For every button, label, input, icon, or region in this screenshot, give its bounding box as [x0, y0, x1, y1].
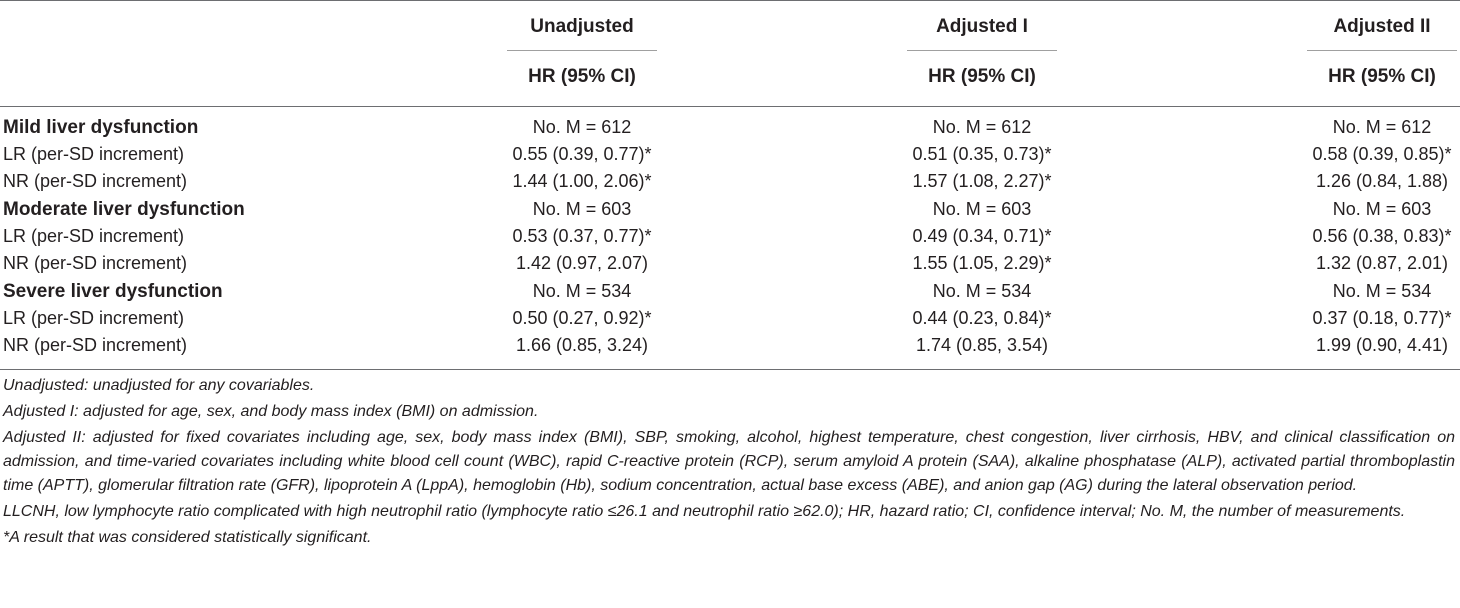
cell-adjusted-1: 1.74 (0.85, 3.54) [915, 335, 1049, 355]
table-row [0, 196, 1460, 223]
col-header-adjusted-2: Adjusted II [1333, 16, 1431, 37]
cell-unadjusted: 1.66 (0.85, 3.24) [515, 335, 649, 355]
table-row [0, 114, 1460, 141]
cell-adjusted-1: No. M = 612 [932, 117, 1032, 137]
cell-unadjusted: 0.55 (0.39, 0.77)* [512, 144, 652, 164]
cell-adjusted-2: 0.56 (0.38, 0.83)* [1312, 226, 1452, 246]
table-row [0, 223, 1460, 250]
footnote-unadjusted: Unadjusted: unadjusted for any covariables. [3, 377, 315, 394]
cell-unadjusted: No. M = 534 [532, 281, 632, 301]
row-label: LR (per-SD increment) [3, 144, 185, 164]
cell-adjusted-1: No. M = 534 [932, 281, 1032, 301]
footnote-adjusted-2: Adjusted II: adjusted for fixed covariates including age, sex, body mass index (BMI), SBP, smoking, alcohol, highest temperature, chest congestion, liver cirrhosis, HBV, and clinical classification on admission, and time-varied covariates including white blood cell count (WBC), rapid C-reactive protein (RCP), serum amyloid A protein (SAA), alkaline phosphatase (ALP), activated partial thromboplastin time (APTT), glomerular filtration rate (GFR), lipoprotein A (LppA), hemoglobin (Hb), sodium concentration, actual base excess (ABE), and anion gap (AG) during the lateral observation period. [3, 429, 1455, 494]
row-label: NR (per-SD increment) [3, 335, 188, 355]
row-label: NR (per-SD increment) [3, 253, 188, 273]
col-header-adjusted-1: Adjusted I [936, 16, 1028, 37]
cell-unadjusted: No. M = 603 [532, 199, 632, 219]
cell-adjusted-2: 1.32 (0.87, 2.01) [1315, 253, 1449, 273]
row-label: NR (per-SD increment) [3, 171, 188, 191]
col-subheader-adjusted-1: HR (95% CI) [928, 66, 1036, 87]
cell-unadjusted: 1.42 (0.97, 2.07) [515, 253, 649, 273]
table-row [0, 278, 1460, 305]
col-header-underline [907, 50, 1057, 51]
cell-unadjusted: 1.44 (1.00, 2.06)* [512, 171, 652, 191]
row-label: LR (per-SD increment) [3, 226, 185, 246]
cell-adjusted-2: No. M = 603 [1332, 199, 1432, 219]
table-footnotes [3, 374, 1455, 552]
table-row [0, 332, 1460, 359]
cell-adjusted-1: 0.49 (0.34, 0.71)* [912, 226, 1052, 246]
cell-unadjusted: 0.50 (0.27, 0.92)* [512, 308, 652, 328]
table-row [0, 250, 1460, 277]
cell-adjusted-2: 0.37 (0.18, 0.77)* [1312, 308, 1452, 328]
cell-adjusted-1: 0.44 (0.23, 0.84)* [912, 308, 1052, 328]
row-label: Moderate liver dysfunction [3, 199, 245, 220]
cell-adjusted-2: No. M = 612 [1332, 117, 1432, 137]
footnote-significance: *A result that was considered statistically significant. [3, 529, 372, 546]
footnote-adjusted-1: Adjusted I: adjusted for age, sex, and body mass index (BMI) on admission. [3, 403, 539, 420]
cell-unadjusted: No. M = 612 [532, 117, 632, 137]
footnote-abbreviations: LLCNH, low lymphocyte ratio complicated with high neutrophil ratio (lymphocyte ratio ≤26.1 and neutrophil ratio ≥62.0); HR, hazard ratio; CI, confidence interval; No. M, the number of measurements. [3, 503, 1406, 520]
row-label: LR (per-SD increment) [3, 308, 185, 328]
cell-adjusted-1: No. M = 603 [932, 199, 1032, 219]
cell-adjusted-2: 1.26 (0.84, 1.88) [1315, 171, 1449, 191]
col-subheader-unadjusted: HR (95% CI) [528, 66, 636, 87]
cell-adjusted-1: 1.55 (1.05, 2.29)* [912, 253, 1052, 273]
table-bottom-rule [0, 369, 1460, 370]
cell-adjusted-2: 0.58 (0.39, 0.85)* [1312, 144, 1452, 164]
cell-adjusted-2: 1.99 (0.90, 4.41) [1315, 335, 1449, 355]
table-top-rule [0, 0, 1460, 1]
cell-adjusted-1: 0.51 (0.35, 0.73)* [912, 144, 1052, 164]
cell-unadjusted: 0.53 (0.37, 0.77)* [512, 226, 652, 246]
table-row [0, 141, 1460, 168]
col-header-underline [1307, 50, 1457, 51]
header-bottom-rule [0, 106, 1460, 107]
row-label: Severe liver dysfunction [3, 281, 223, 302]
row-label: Mild liver dysfunction [3, 117, 199, 138]
col-header-underline [507, 50, 657, 51]
col-subheader-adjusted-2: HR (95% CI) [1328, 66, 1436, 87]
col-header-unadjusted: Unadjusted [530, 16, 634, 37]
cell-adjusted-1: 1.57 (1.08, 2.27)* [912, 171, 1052, 191]
cell-adjusted-2: No. M = 534 [1332, 281, 1432, 301]
table-row [0, 168, 1460, 195]
table-row [0, 305, 1460, 332]
